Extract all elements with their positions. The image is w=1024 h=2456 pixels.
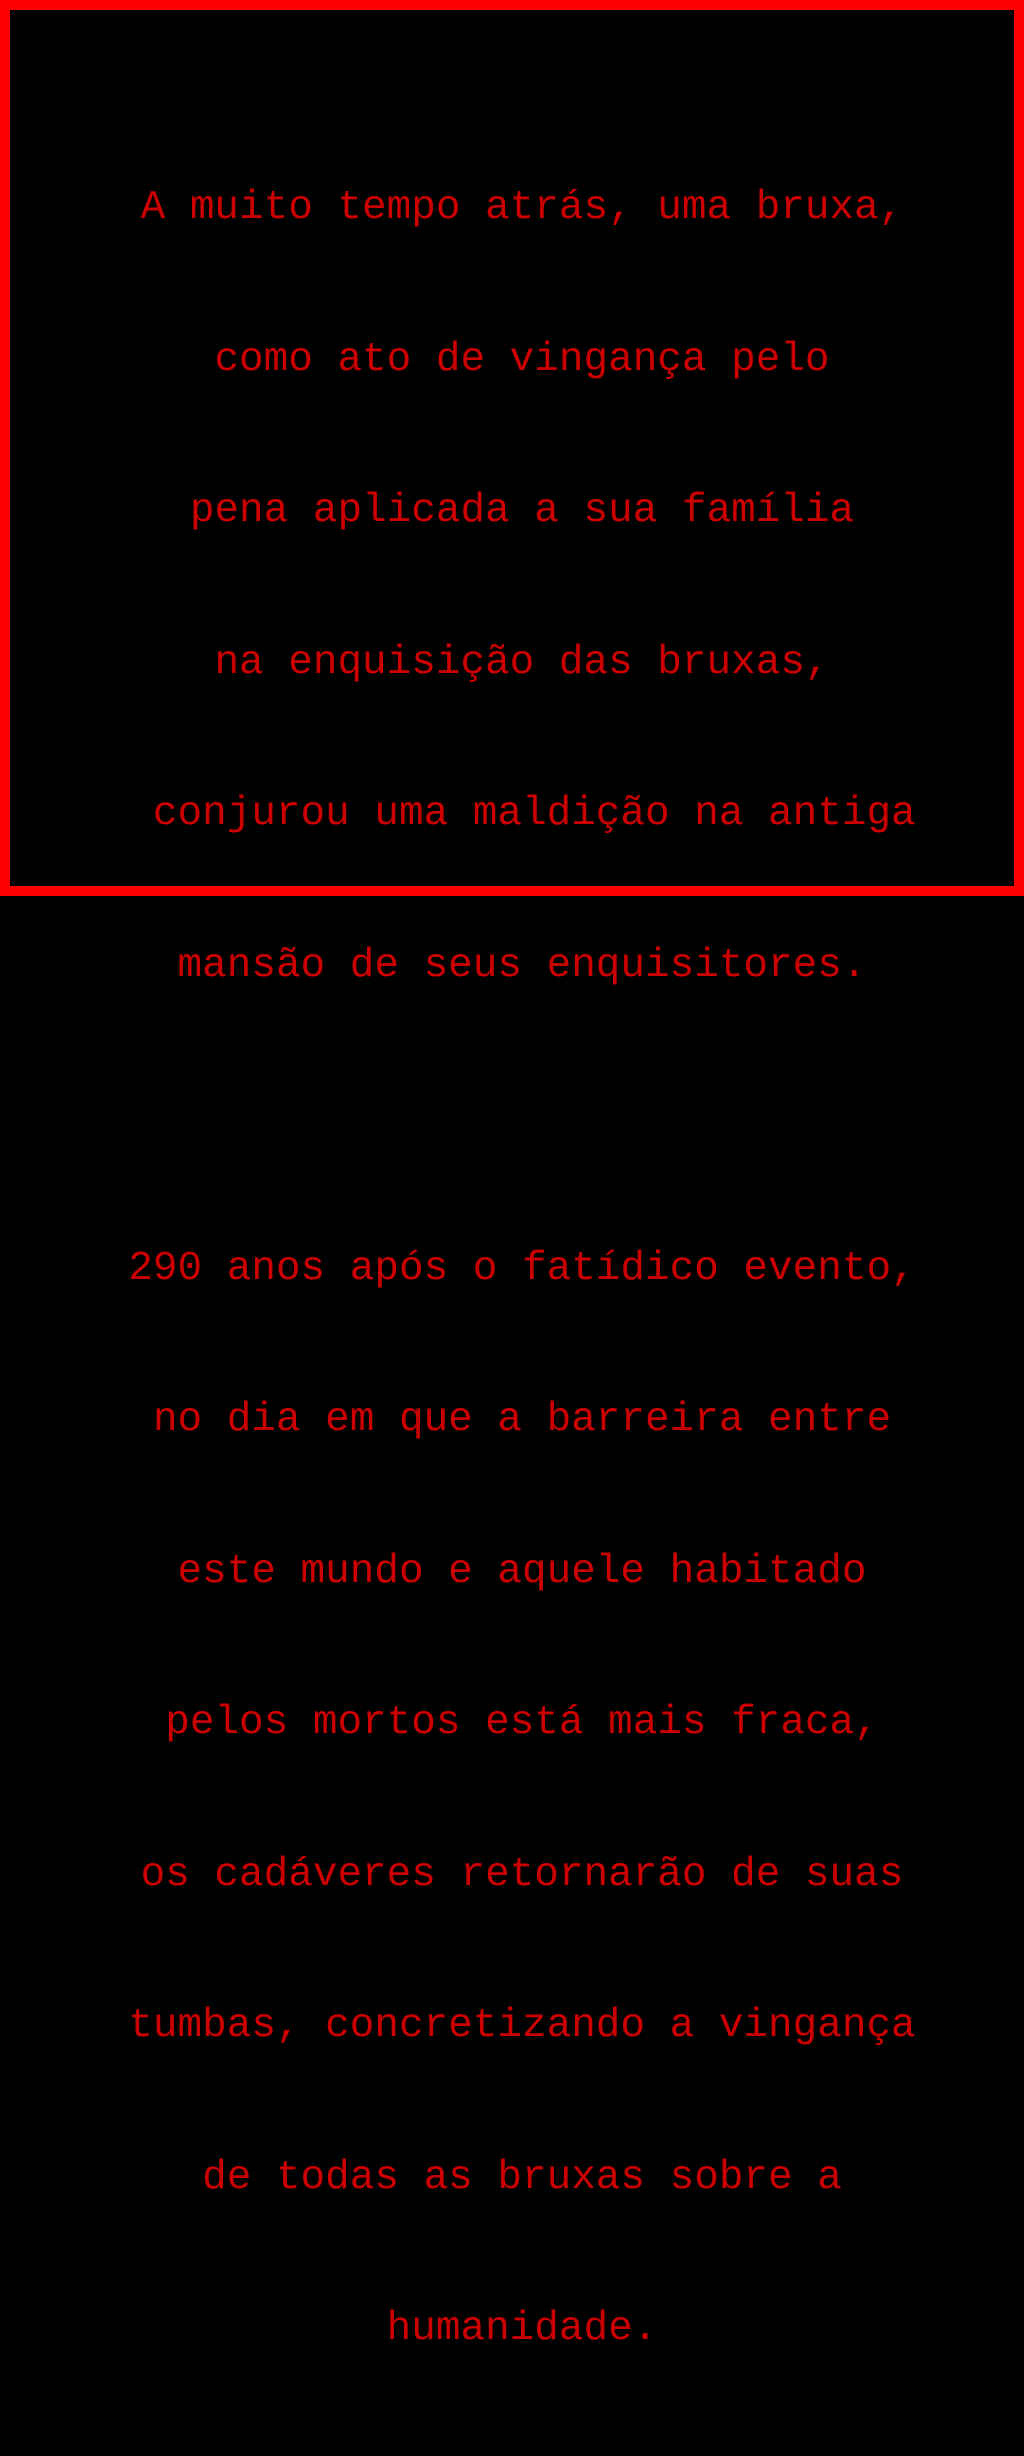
story-line: na enquisição das bruxas, <box>214 639 830 686</box>
intro-story-text <box>20 82 1024 2456</box>
paragraph-gap <box>20 1092 1024 1143</box>
story-line: mansão de seus enquisitores. <box>177 942 867 989</box>
story-line: conjurou uma maldição na antiga <box>128 791 916 837</box>
story-line: no dia em que a barreira entre <box>152 1397 892 1443</box>
story-line: tumbas, concretizando a vingança <box>128 2003 916 2049</box>
story-line: este mundo e aquele habitado <box>177 1548 867 1595</box>
story-line: pelos mortos está mais fraca, <box>165 1700 879 1746</box>
story-line: os cadáveres retornarão de suas <box>140 1851 904 1898</box>
story-line: pena aplicada a sua família <box>189 488 855 534</box>
story-line: 290 anos após o fatídico evento, <box>128 1245 916 1292</box>
story-line: de todas as bruxas sobre a <box>202 2154 842 2201</box>
story-line: A muito tempo atrás, uma bruxa, <box>140 185 904 231</box>
story-line: humanidade. <box>386 2306 658 2352</box>
story-line: como ato de vingança pelo <box>214 336 830 383</box>
